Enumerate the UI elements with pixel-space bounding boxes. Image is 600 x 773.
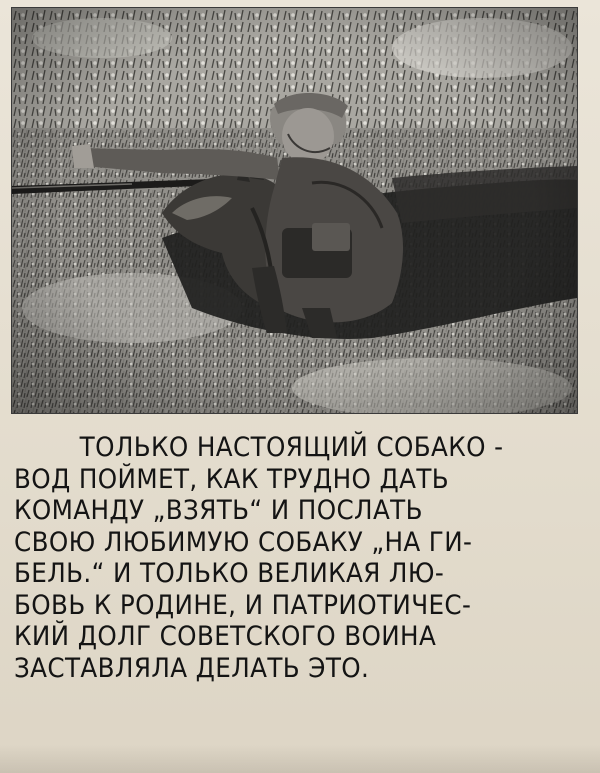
caption-line: БОВЬ К РОДИНЕ, И ПАТРИОТИЧЕС-	[14, 589, 472, 621]
soldier-with-dog-photo	[12, 8, 577, 413]
caption-line: ЗАСТАВЛЯЛА ДЕЛАТЬ ЭТО.	[14, 652, 370, 684]
caption-text	[14, 432, 584, 684]
caption-line: ТОЛЬКО НАСТОЯЩИЙ СОБАКО -	[14, 432, 504, 463]
caption-line: БЕЛЬ.“ И ТОЛЬКО ВЕЛИКАЯ ЛЮ-	[14, 558, 445, 589]
photo-illustration	[12, 8, 577, 413]
caption-line: КОМАНДУ „ВЗЯТЬ“ И ПОСЛАТЬ	[14, 495, 423, 526]
caption-line: СВОЮ ЛЮБИМУЮ СОБАКУ „НА ГИ-	[14, 526, 473, 558]
caption-line: ВОД ПОЙМЕТ, КАК ТРУДНО ДАТЬ	[14, 463, 450, 495]
caption-line: КИЙ ДОЛГ СОВЕТСКОГО ВОИНА	[14, 621, 437, 652]
